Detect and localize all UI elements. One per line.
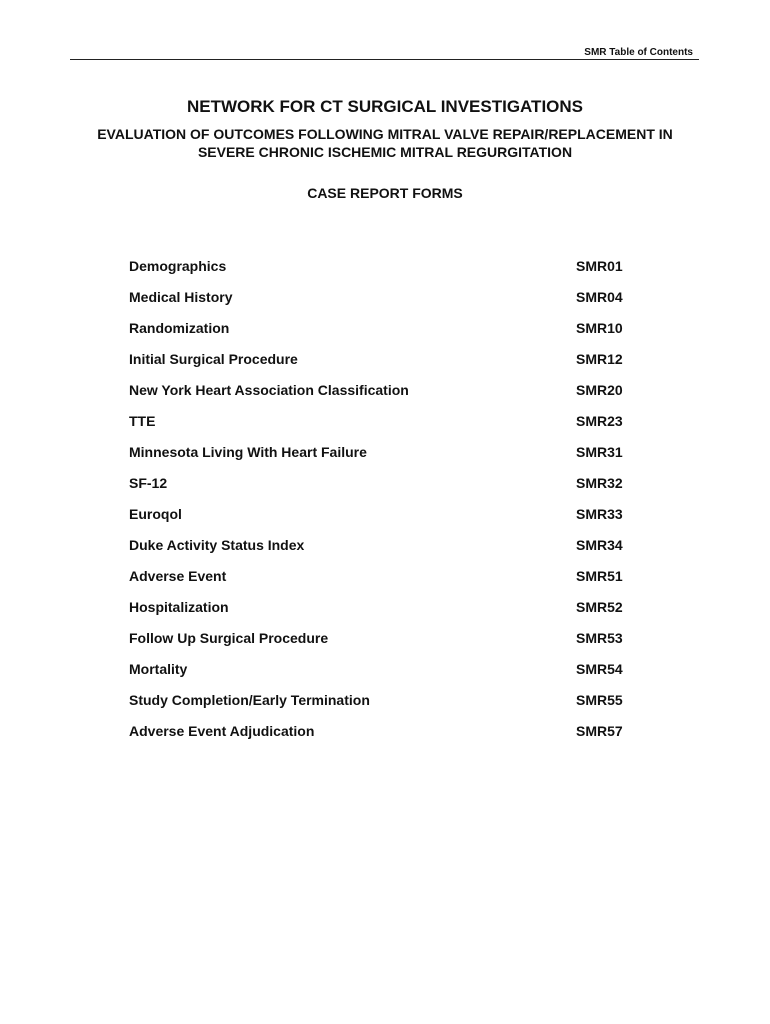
toc-row[interactable] (129, 629, 649, 660)
toc-form-name: Follow Up Surgical Procedure (129, 630, 329, 646)
toc-form-code: SMR12 (576, 351, 623, 367)
toc-form-code: SMR34 (576, 537, 623, 553)
document-title: NETWORK FOR CT SURGICAL INVESTIGATIONS (186, 97, 584, 116)
document-subtitle-line-1: EVALUATION OF OUTCOMES FOLLOWING MITRAL VALVE REPAIR/REPLACEMENT IN (97, 126, 673, 142)
document-subtitle-line-2: SEVERE CHRONIC ISCHEMIC MITRAL REGURGITATION (197, 144, 573, 160)
toc-form-name: TTE (129, 413, 156, 429)
toc-form-code: SMR31 (576, 444, 623, 460)
running-header (70, 46, 699, 60)
toc-form-name: Hospitalization (129, 599, 229, 615)
toc-row[interactable] (129, 319, 649, 350)
toc-form-name: Euroqol (129, 506, 182, 522)
toc-form-code: SMR10 (576, 320, 623, 336)
toc-form-name: Randomization (129, 320, 230, 336)
toc-form-code: SMR53 (576, 630, 623, 646)
toc-form-name: Demographics (129, 258, 227, 274)
toc-form-code: SMR32 (576, 475, 623, 491)
toc-row[interactable] (129, 505, 649, 536)
toc-row[interactable] (129, 381, 649, 412)
toc-form-code: SMR55 (576, 692, 623, 708)
toc-form-name: Initial Surgical Procedure (129, 351, 298, 367)
toc-form-code: SMR54 (576, 661, 623, 677)
toc-form-name: Minnesota Living With Heart Failure (129, 444, 367, 460)
toc-form-code: SMR01 (576, 258, 623, 274)
toc-row[interactable] (129, 412, 649, 443)
toc-form-name: Duke Activity Status Index (129, 537, 305, 553)
table-of-contents (129, 257, 649, 753)
toc-form-name: Study Completion/Early Termination (129, 692, 370, 708)
toc-row[interactable] (129, 660, 649, 691)
toc-form-name: SF-12 (129, 475, 168, 491)
toc-form-code: SMR20 (576, 382, 623, 398)
toc-form-name: New York Heart Association Classification (129, 382, 409, 398)
toc-form-name: Adverse Event (129, 568, 227, 584)
toc-form-code: SMR57 (576, 723, 623, 739)
toc-row[interactable] (129, 567, 649, 598)
toc-row[interactable] (129, 257, 649, 288)
toc-row[interactable] (129, 350, 649, 381)
toc-form-name: Medical History (129, 289, 233, 305)
toc-form-code: SMR04 (576, 289, 623, 305)
toc-form-name: Mortality (129, 661, 188, 677)
toc-row[interactable] (129, 443, 649, 474)
toc-row[interactable] (129, 474, 649, 505)
toc-row[interactable] (129, 598, 649, 629)
toc-form-code: SMR33 (576, 506, 623, 522)
toc-row[interactable] (129, 288, 649, 319)
toc-row[interactable] (129, 536, 649, 567)
toc-form-code: SMR51 (576, 568, 623, 584)
toc-form-code: SMR23 (576, 413, 623, 429)
toc-row[interactable] (129, 691, 649, 722)
toc-row[interactable] (129, 722, 649, 753)
toc-form-code: SMR52 (576, 599, 623, 615)
toc-form-name: Adverse Event Adjudication (129, 723, 315, 739)
section-heading: CASE REPORT FORMS (307, 185, 463, 201)
running-header-title: SMR Table of Contents (584, 47, 693, 58)
